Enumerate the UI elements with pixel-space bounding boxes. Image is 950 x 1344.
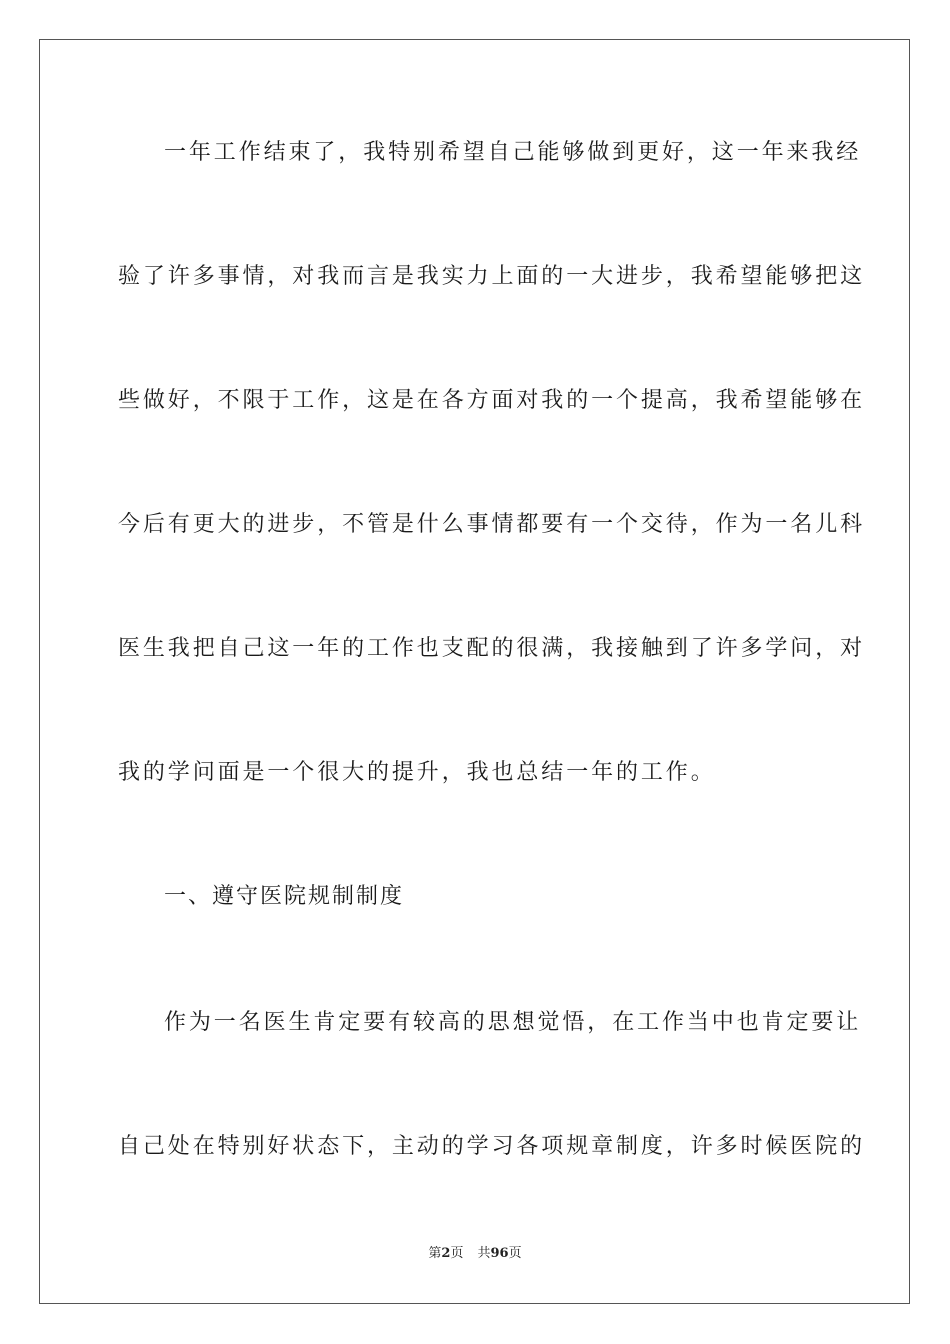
total-pages: 96 [490, 1246, 509, 1261]
total-suffix: 页 [508, 1246, 522, 1261]
paragraph-1-line-4: 今后有更大的进步，不管是什么事情都要有一个交待，作为一名儿科 [118, 512, 866, 537]
paragraph-1-line-1: 一年工作结束了，我特别希望自己能够做到更好，这一年来我经 [164, 140, 862, 165]
total-prefix: 共 [477, 1246, 491, 1261]
paragraph-2-line-1: 作为一名医生肯定要有较高的思想觉悟，在工作当中也肯定要让 [164, 1010, 862, 1035]
paragraph-1-line-3: 些做好，不限于工作，这是在各方面对我的一个提高，我希望能够在 [118, 388, 866, 413]
page-footer [0, 1245, 950, 1263]
page-frame [39, 39, 910, 1304]
page-number: 2 [441, 1246, 451, 1261]
paragraph-1-line-2: 验了许多事情，对我而言是我实力上面的一大进步，我希望能够把这 [118, 264, 866, 289]
page-prefix: 第 [428, 1246, 442, 1261]
paragraph-1-line-6: 我的学问面是一个很大的提升，我也总结一年的工作。 [118, 760, 716, 785]
paragraph-1-line-5: 医生我把自己这一年的工作也支配的很满，我接触到了许多学问，对 [118, 636, 866, 661]
section-heading: 一、遵守医院规制制度 [164, 884, 405, 909]
paragraph-2-line-2: 自己处在特别好状态下，主动的学习各项规章制度，许多时候医院的 [118, 1134, 866, 1159]
page-suffix: 页 [450, 1246, 464, 1261]
